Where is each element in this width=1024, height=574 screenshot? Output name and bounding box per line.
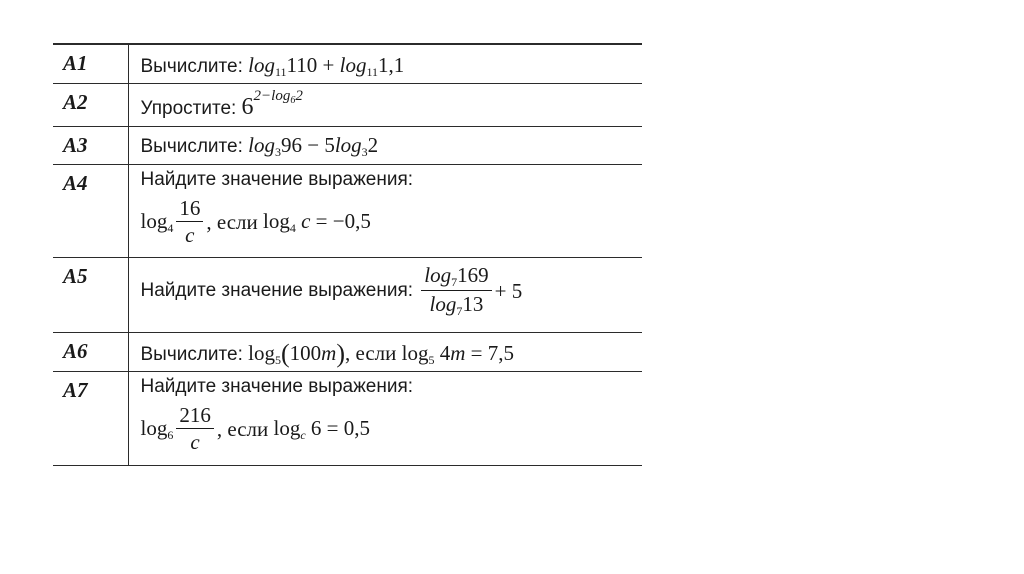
log-word: log — [334, 132, 362, 157]
task-content — [128, 332, 642, 371]
fraction-numerator: 16 — [176, 196, 203, 222]
condition: $\log_4 c = -0,5$ — [262, 208, 371, 235]
fraction-numerator: $\log_7169$ — [421, 263, 491, 292]
task-label: Упростите: — [140, 97, 237, 119]
task-content — [128, 371, 642, 465]
task-label: Найдите значение выражения: — [140, 279, 414, 301]
variable: c — [301, 208, 311, 233]
task-id: A5 — [53, 257, 128, 332]
fraction — [176, 196, 203, 247]
log-arg: 100 — [289, 340, 322, 365]
log-arg: 2 — [367, 132, 379, 157]
log-base: 6 — [290, 94, 296, 106]
right-paren: ) — [336, 338, 345, 368]
task-content — [128, 164, 642, 257]
task-row — [53, 126, 642, 164]
task-id: A3 — [53, 126, 128, 164]
log-base: 5 — [274, 352, 281, 367]
log-word: log — [339, 53, 367, 77]
log-arg: 110 — [286, 53, 318, 77]
expression — [141, 196, 643, 247]
task-content — [128, 83, 642, 126]
log-word: log — [401, 340, 429, 365]
log-base: 3 — [274, 144, 281, 159]
comma: , — [216, 416, 223, 441]
log-base: c — [300, 427, 306, 442]
condition-word: если — [216, 209, 258, 234]
log-base: 4 — [167, 220, 174, 235]
log-word: log — [248, 53, 275, 77]
task-content — [128, 44, 642, 83]
equality: = 0,5 — [326, 415, 370, 440]
expression — [141, 403, 643, 454]
log-base: 6 — [167, 427, 174, 442]
fraction-numerator: 216 — [176, 403, 214, 429]
comma: , — [345, 340, 351, 365]
minus-sign: − — [307, 132, 320, 157]
log-base: 11 — [366, 65, 379, 79]
task-content — [128, 257, 642, 332]
log-base: 3 — [361, 144, 368, 159]
task-row — [53, 371, 642, 465]
log-arg: 6 — [310, 415, 322, 440]
log-word: $\log_4$ — [140, 208, 174, 235]
log-arg: 96 — [280, 132, 302, 157]
log-word: log — [248, 340, 275, 365]
variable: m — [450, 340, 466, 365]
log-arg: 1,1 — [378, 53, 405, 77]
log-arg: 4 — [439, 340, 451, 365]
equality: = −0,5 — [315, 208, 371, 233]
fraction-denominator: $\log_713$ — [429, 292, 484, 319]
variable: m — [321, 340, 337, 365]
task-id: A1 — [53, 44, 128, 83]
coefficient: 5 — [324, 132, 335, 157]
fraction-denominator: c — [185, 223, 195, 248]
exponent-prefix: 2−log — [253, 87, 291, 104]
task-label: Найдите значение выражения: — [140, 168, 414, 190]
task-label: Вычислите: — [140, 135, 243, 157]
task-content — [128, 126, 642, 164]
task-label: Найдите значение выражения: — [140, 375, 414, 397]
log-arg: 2 — [295, 87, 303, 104]
task-table — [53, 43, 642, 466]
task-row — [53, 332, 642, 371]
fraction — [421, 263, 491, 320]
exponent — [254, 88, 303, 104]
fraction-denominator: c — [190, 430, 200, 455]
task-label: Вычислите: — [140, 56, 243, 77]
condition-word: если — [355, 340, 397, 365]
task-label: Вычислите: — [140, 343, 243, 365]
task-id: A6 — [53, 332, 128, 371]
equality: = 7,5 — [470, 340, 514, 365]
plus-sign: + — [322, 53, 335, 77]
task-row — [53, 257, 642, 332]
log-base: 4 — [289, 220, 296, 235]
log-base: 5 — [428, 352, 435, 367]
task-row — [53, 83, 642, 126]
log-word: $\log_6$ — [140, 415, 174, 442]
condition: $\log_c 6 = 0,5$ — [273, 415, 370, 442]
condition-word: если — [227, 416, 269, 441]
fraction — [176, 403, 214, 454]
task-id: A2 — [53, 83, 128, 126]
task-row — [53, 164, 642, 257]
task-id: A4 — [53, 164, 128, 257]
log-word: log — [248, 132, 275, 157]
addend: + 5 — [494, 278, 523, 303]
task-row — [53, 44, 642, 83]
power-base: 6 — [241, 93, 254, 120]
left-paren: ( — [280, 338, 290, 368]
log-base: 11 — [274, 65, 287, 79]
task-id: A7 — [53, 371, 128, 465]
comma: , — [206, 209, 212, 234]
